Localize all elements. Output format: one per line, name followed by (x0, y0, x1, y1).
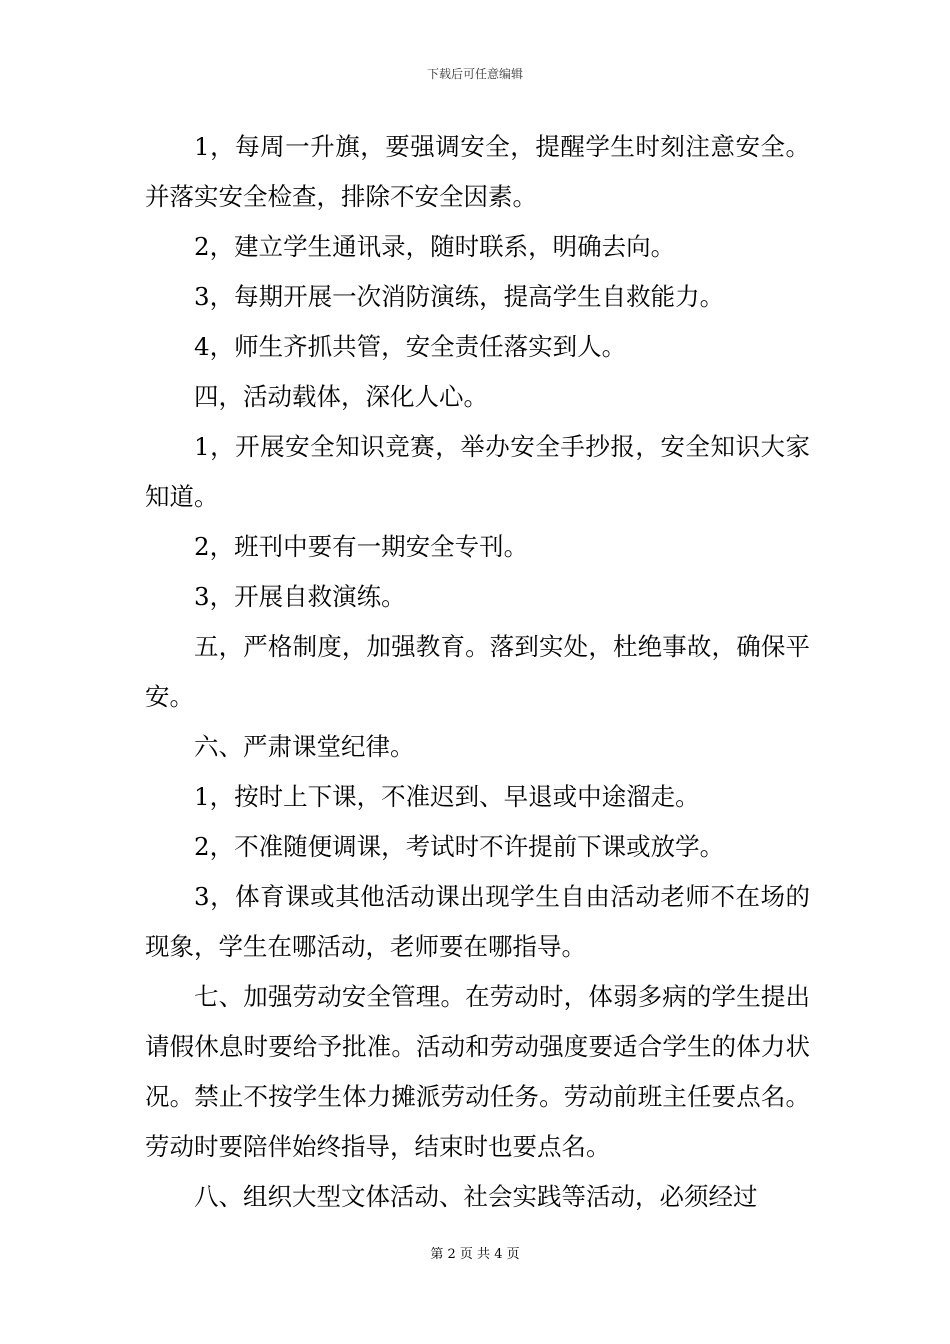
paragraph: 六、严肃课堂纪律。 (194, 732, 415, 761)
paragraph: 1，按时上下课，不准迟到、早退或中途溜走。 (194, 782, 700, 811)
paragraph: 1，开展安全知识竞赛，举办安全手抄报，安全知识大家知道。 (145, 432, 810, 511)
paragraph: 2，班刊中要有一期安全专刊。 (194, 532, 529, 561)
paragraph: 2，建立学生通讯录，随时联系，明确去向。 (194, 232, 676, 261)
paragraph: 1，每周一升旗，要强调安全，提醒学生时刻注意安全。并落实安全检查，排除不安全因素。 (145, 132, 810, 211)
paragraph: 八、组织大型文体活动、社会实践等活动，必须经过 (194, 1182, 758, 1211)
paragraph: 4，师生齐抓共管，安全责任落实到人。 (194, 332, 627, 361)
paragraph: 四，活动载体，深化人心。 (194, 382, 488, 411)
paragraph: 3，每期开展一次消防演练，提高学生自救能力。 (194, 282, 725, 311)
paragraph: 2，不准随便调课，考试时不许提前下课或放学。 (194, 832, 725, 861)
page-number: 第 2 页 共 4 页 (430, 1247, 520, 1262)
paragraph: 3，体育课或其他活动课出现学生自由活动老师不在场的现象，学生在哪活动，老师要在哪指导。 (145, 882, 810, 961)
paragraph: 七、加强劳动安全管理。在劳动时，体弱多病的学生提出请假休息时要给予批准。活动和劳动强度要适合学生的体力状况。禁止不按学生体力摊派劳动任务。劳动前班主任要点名。劳动时要陪伴始终指导，结束时也要点名。 (145, 982, 810, 1161)
paragraph: 五，严格制度，加强教育。落到实处，杜绝事故，确保平安。 (145, 632, 810, 711)
page-header: 下载后可任意编辑 (426, 67, 523, 81)
paragraph: 3，开展自救演练。 (194, 582, 406, 611)
document-body (145, 122, 810, 1222)
